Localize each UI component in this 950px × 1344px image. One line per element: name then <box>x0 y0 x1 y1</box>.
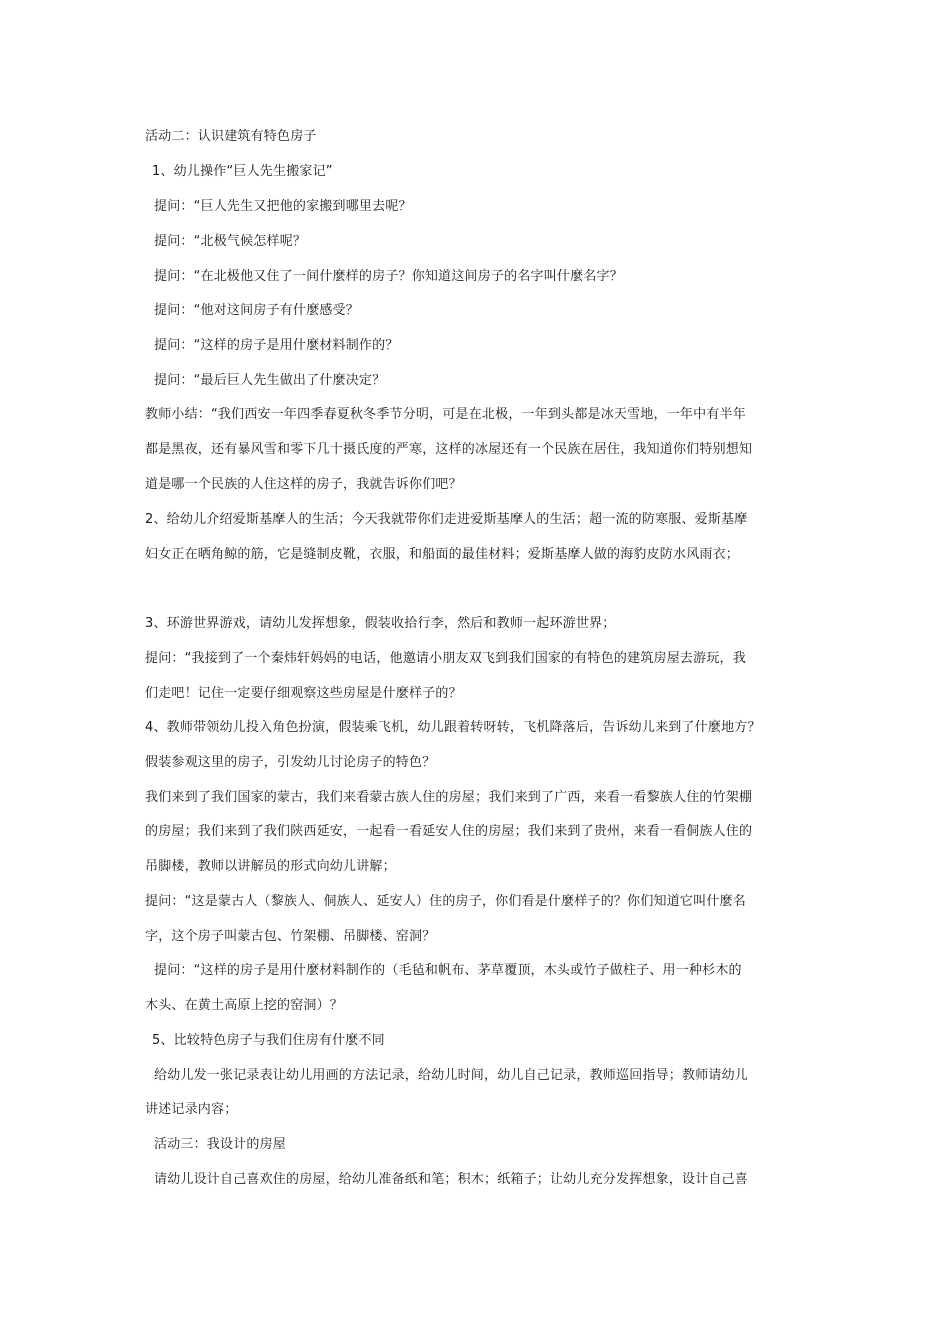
question-line: 木头、在黄土高原上挖的窑洞）？ <box>145 998 344 1013</box>
question-line: 们走吧！记住一定要仔细观察这些房屋是什麼样子的？ <box>145 686 462 701</box>
step-3-line: 3、环游世界游戏，请幼儿发挥想象，假装收拾行李，然后和教师一起环游世界； <box>145 616 616 631</box>
question-line: 提问：“这样的房子是用什麼材料制作的（毛毡和帆布、茅草覆顶，木头或竹子做柱子、用一种杉木的 <box>154 963 742 978</box>
step-4-line: 4、教师带领幼儿投入角色扮演，假装乘飞机，幼儿跟着转呀转，飞机降落后，告诉幼儿来到了什麼地方？ <box>145 720 761 735</box>
question-line: 提问：“他对这间房子有什麼感受？ <box>154 303 359 318</box>
paragraph-line: 的房屋；我们来到了我们陕西延安，一起看一看延安人住的房屋；我们来到了贵州，来看一看侗族人住的 <box>145 824 753 839</box>
question-line: 提问：“这样的房子是用什麼材料制作的？ <box>154 338 399 353</box>
paragraph-line: 我们来到了我们国家的蒙古，我们来看蒙古族人住的房屋；我们来到了广西，来看一看黎族人住的竹架棚 <box>145 790 753 805</box>
heading-activity-two: 活动二：认识建筑有特色房子 <box>145 129 317 144</box>
question-line: 提问：“在北极他又住了一间什麼样的房子？你知道这间房子的名字叫什麼名字？ <box>154 269 623 284</box>
paragraph-line: 给幼儿发一张记录表让幼儿用画的方法记录，给幼儿时间，幼儿自己记录，教师巡回指导；教师请幼儿 <box>154 1068 749 1083</box>
question-line: 字，这个房子叫蒙古包、竹架棚、吊脚楼、窑洞？ <box>145 929 436 944</box>
question-line: 提问：“我接到了一个秦炜轩妈妈的电话，他邀请小朋友双飞到我们国家的有特色的建筑房屋去游玩，我 <box>145 651 746 666</box>
teacher-summary-line: 道是哪一个民族的人住这样的房子，我就告诉你们吧？ <box>145 477 462 492</box>
question-line: 提问：“北极气候怎样呢？ <box>154 234 307 249</box>
teacher-summary-line: 教师小结：“我们西安一年四季春夏秋冬季节分明，可是在北极，一年到头都是冰天雪地，一年中有半年 <box>145 407 746 422</box>
step-5-heading: 5、比较特色房子与我们住房有什麼不同 <box>152 1033 385 1048</box>
paragraph-line: 吊脚楼，教师以讲解员的形式向幼儿讲解； <box>145 859 396 874</box>
question-line: 提问：“巨人先生又把他的家搬到哪里去呢？ <box>154 199 412 214</box>
step-1-heading: 1、幼儿操作“巨人先生搬家记” <box>152 164 333 179</box>
question-line: 提问：“这是蒙古人（黎族人、侗族人、延安人）住的房子，你们看是什麼样子的？你们知道它叫什麼名 <box>145 894 746 909</box>
step-4-line: 假装参观这里的房子，引发幼儿讨论房子的特色？ <box>145 755 436 770</box>
step-2-line: 2、给幼儿介绍爱斯基摩人的生活；今天我就带你们走进爱斯基摩人的生活；超一流的防寒服、爱斯基摩 <box>145 512 748 527</box>
question-line: 提问：“最后巨人先生做出了什麼决定？ <box>154 373 386 388</box>
teacher-summary-line: 都是黑夜，还有暴风雪和零下几十摄氏度的严寒，这样的冰屋还有一个民族在居住，我知道你们特别想知 <box>145 442 753 457</box>
paragraph-line: 讲述记录内容； <box>145 1102 238 1117</box>
heading-activity-three: 活动三：我设计的房屋 <box>154 1137 287 1152</box>
paragraph-line: 请幼儿设计自己喜欢住的房屋，给幼儿准备纸和笔；积木；纸箱子；让幼儿充分发挥想象，设计自己喜 <box>154 1172 749 1187</box>
step-2-line: 妇女正在晒角鲸的筋，它是缝制皮靴，衣服，和船面的最佳材料；爱斯基摩人做的海豹皮防水风雨衣； <box>145 547 740 562</box>
